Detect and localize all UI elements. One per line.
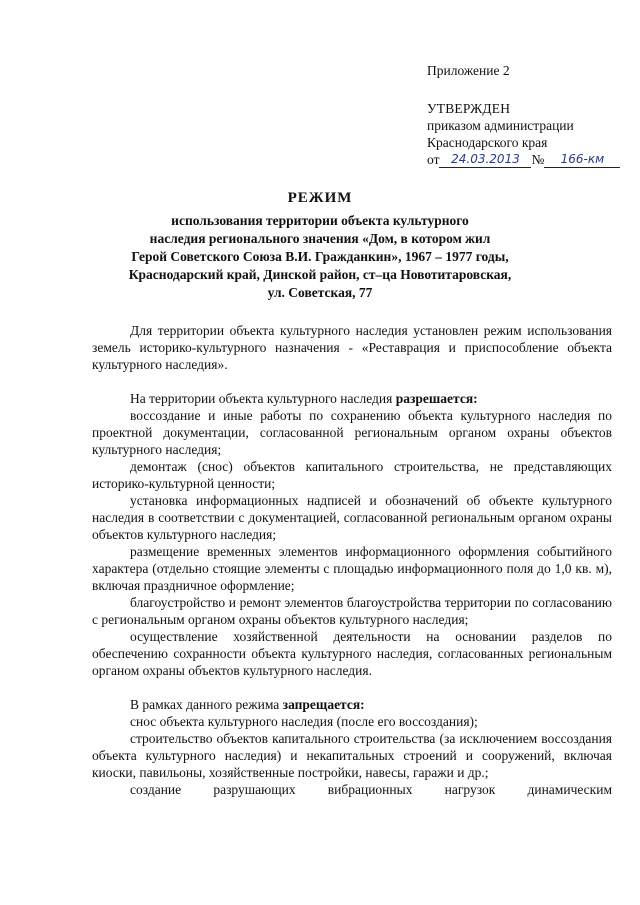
document-body — [92, 322, 612, 798]
number-sign: № — [531, 152, 545, 167]
handwritten-number: 166-км — [544, 152, 620, 168]
date-prefix: от — [427, 152, 440, 167]
appendix-label: Приложение 2 — [427, 63, 510, 78]
forbidden-item: создание разрушающих вибрационных нагрузок динамическим — [130, 782, 612, 797]
allowed-item: благоустройство и ремонт элементов благоустройства территории по согласованию с региональным органом охраны объектов культурного наследия; — [92, 595, 612, 627]
title-line: Краснодарский край, Динской район, ст–ца Новотитаровская, — [128, 267, 512, 282]
allowed-heading — [92, 390, 612, 407]
approval-line-2: Краснодарского края — [427, 135, 548, 150]
forbidden-item: строительство объектов капитального строительства (за исключением воссоздания объекта культурного наследия) и некапитальных строений и сооружений, включая киоски, павильоны, хозяйственные постройки, навесы, гаражи и др.; — [92, 731, 612, 780]
title-line: Герой Советского Союза В.И. Гражданкин», 1967 – 1977 годы, — [131, 249, 509, 264]
approved-label: УТВЕРЖДЕН — [427, 101, 511, 116]
forbidden-lead: В рамках данного режима — [130, 697, 283, 712]
forbidden-item: снос объекта культурного наследия (после его воссоздания); — [130, 714, 478, 729]
title-main: РЕЖИМ — [287, 190, 353, 206]
allowed-lead: На территории объекта культурного наследия — [130, 391, 396, 406]
title-line: ул. Советская, 77 — [267, 285, 373, 300]
approval-line-1: приказом администрации — [427, 118, 574, 133]
allowed-item: осуществление хозяйственной деятельности на основании разделов по обеспечению сохранности объекта культурного наследия, согласованных региональным органом охраны объектов культурного наследия. — [92, 629, 612, 678]
allowed-item: демонтаж (снос) объектов капитального строительства, не представляющих историко-культурной ценности; — [92, 459, 612, 491]
approval-header — [427, 62, 632, 168]
allowed-item: размещение временных элементов информационного оформления событийного характера (отдельно стоящие элементы с площадью информационного поля до 1,0 кв. м), включая праздничное оформление; — [92, 544, 612, 593]
document-title — [110, 190, 530, 302]
allowed-item: установка информационных надписей и обозначений об объекте культурного наследия в соответствии с документацией, согласованной региональным органом охраны объектов культурного наследия; — [92, 493, 612, 542]
handwritten-date: 24.03.2013 — [439, 152, 531, 168]
allowed-item: воссоздание и иные работы по сохранению объекта культурного наследия по проектной документации, согласованной региональным органом охраны объектов культурного наследия; — [92, 408, 612, 457]
forbidden-heading — [92, 696, 612, 713]
title-line: наследия регионального значения «Дом, в котором жил — [149, 231, 491, 246]
allowed-keyword: разрешается: — [395, 391, 478, 406]
title-line: использования территории объекта культурного — [171, 213, 469, 228]
approval-date-row — [427, 151, 632, 168]
forbidden-keyword: запрещается: — [282, 697, 365, 712]
intro-paragraph: Для территории объекта культурного наследия установлен режим использования земель историко-культурного назначения - «Реставрация и приспособление объекта культурного наследия». — [92, 323, 612, 372]
